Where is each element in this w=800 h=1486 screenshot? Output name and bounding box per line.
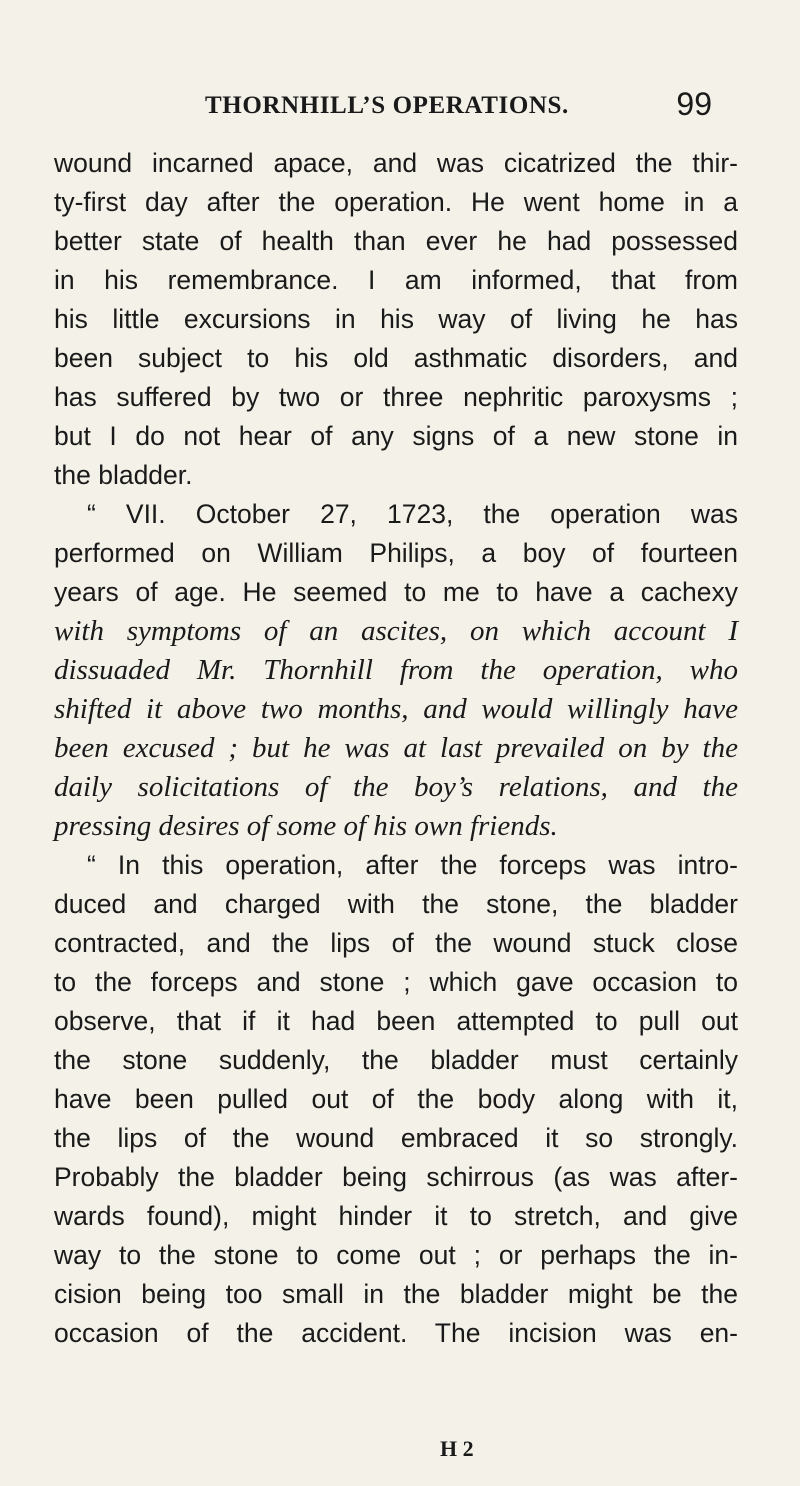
text-line: contracted, and the lips of the wound stuck close — [54, 928, 738, 958]
text-line: shifted it above two months, and would willingly have — [54, 693, 738, 725]
text-line: his little excursions in his way of living he has — [54, 304, 738, 334]
text-line: daily solicitations of the boy’s relations, and the — [54, 771, 738, 803]
text-line: observe, that if it had been attempted to pull out — [54, 1006, 738, 1036]
text-line: the bladder. — [54, 460, 193, 490]
text-line: Probably the bladder being schirrous (as was after- — [54, 1162, 738, 1192]
text-line: with symptoms of an ascites, on which account I — [54, 615, 738, 647]
text-line: pressing desires of some of his own friends. — [54, 810, 558, 842]
running-head — [0, 86, 800, 128]
text-line: years of age. He seemed to me to have a cachexy — [54, 577, 738, 607]
text-line: but I do not hear of any signs of a new stone in — [54, 421, 738, 451]
text-line: wards found), might hinder it to stretch, and give — [54, 1201, 738, 1231]
signature-mark: H 2 — [440, 1436, 474, 1461]
text-line: cision being too small in the bladder might be the — [54, 1279, 738, 1309]
text-line: ty-first day after the operation. He went home in a — [54, 187, 738, 217]
text-line: “ In this operation, after the forceps was intro- — [87, 850, 738, 880]
text-line: occasion of the accident. The incision was en- — [54, 1318, 738, 1348]
text-line: been subject to his old asthmatic disorders, and — [54, 343, 738, 373]
text-line: “ VII. October 27, 1723, the operation was — [87, 499, 738, 529]
text-line: performed on William Philips, a boy of fourteen — [54, 538, 738, 568]
text-line: dissuaded Mr. Thornhill from the operation, who — [54, 654, 738, 686]
page-number: 99 — [676, 86, 712, 122]
text-line: in his remembrance. I am informed, that from — [54, 265, 738, 295]
text-line: to the forceps and stone ; which gave occasion to — [54, 967, 738, 997]
text-line: duced and charged with the stone, the bladder — [54, 889, 738, 919]
text-line: wound incarned apace, and was cicatrized the thir- — [54, 148, 738, 178]
text-line: have been pulled out of the body along with it, — [54, 1084, 738, 1114]
text-line: been excused ; but he was at last prevailed on by the — [54, 732, 738, 764]
text-line: the stone suddenly, the bladder must certainly — [54, 1045, 738, 1075]
text-line: way to the stone to come out ; or perhaps the in- — [54, 1240, 738, 1270]
text-line: the lips of the wound embraced it so strongly. — [54, 1123, 738, 1153]
running-title: THORNHILL’S OPERATIONS. — [205, 92, 569, 119]
text-line: has suffered by two or three nephritic paroxysms ; — [54, 382, 738, 412]
text-line: better state of health than ever he had possessed — [54, 226, 738, 256]
